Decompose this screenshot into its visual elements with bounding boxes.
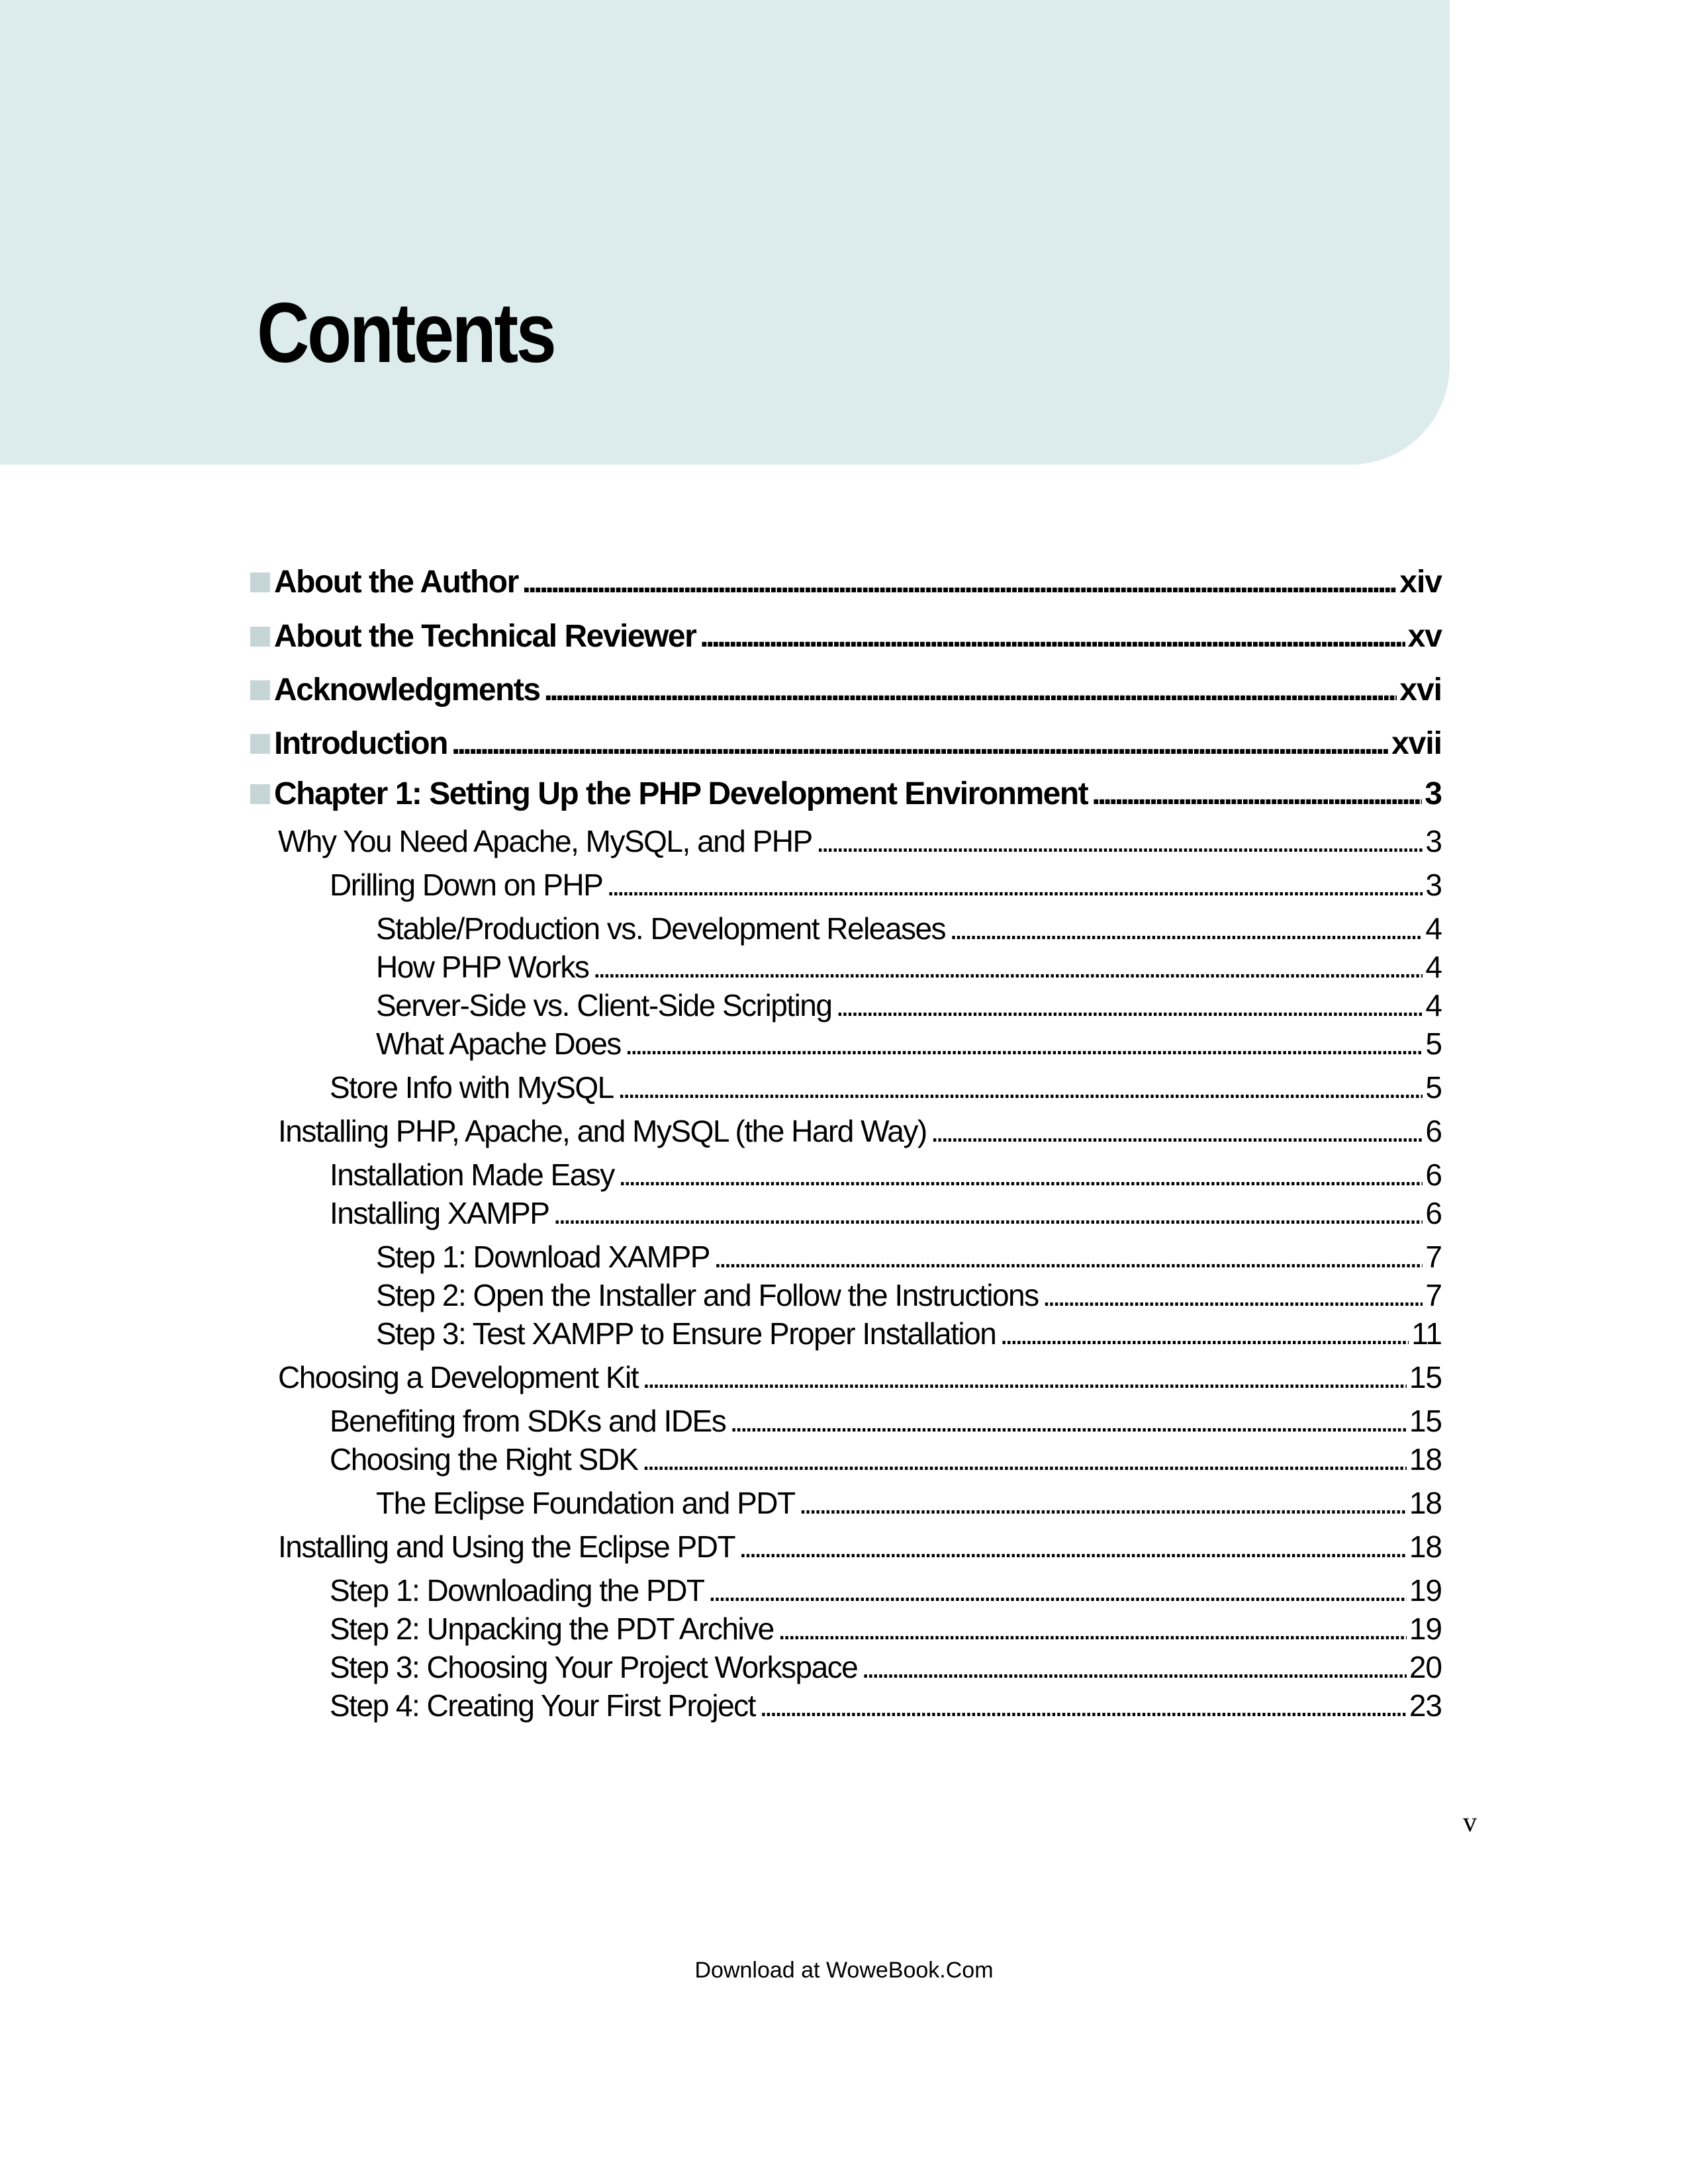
dot-leader xyxy=(739,1529,1407,1565)
toc-entry xyxy=(330,1403,1442,1439)
dot-leader xyxy=(835,987,1423,1023)
toc-entry-page: 3 xyxy=(1425,824,1442,858)
dot-leader xyxy=(949,911,1423,946)
toc-entry xyxy=(278,823,1442,859)
toc-entry xyxy=(330,1572,1442,1608)
dot-leader xyxy=(1092,776,1422,812)
toc-entry-title: Step 2: Unpacking the PDT Archive xyxy=(330,1612,774,1646)
toc-entry-title: Store Info with MySQL xyxy=(330,1070,614,1105)
toc-entry-title: Benefiting from SDKs and IDEs xyxy=(330,1404,726,1438)
toc-entry-page: 6 xyxy=(1425,1196,1442,1230)
toc-entry-title: Installing XAMPP xyxy=(330,1196,549,1230)
toc-entry xyxy=(376,1239,1442,1275)
dot-leader xyxy=(861,1649,1407,1685)
dot-leader xyxy=(700,618,1405,655)
toc-entry-title: About the Author xyxy=(274,565,518,600)
toc-entry-page: 5 xyxy=(1425,1070,1442,1105)
toc-main-entry xyxy=(250,618,1442,655)
dot-leader xyxy=(642,1441,1407,1477)
toc-entry xyxy=(330,1069,1442,1105)
toc-entry xyxy=(330,1688,1442,1723)
toc-entry xyxy=(376,987,1442,1023)
toc-entry-title: Introduction xyxy=(274,726,447,761)
toc-entry-page: xiv xyxy=(1399,565,1442,600)
toc-entry xyxy=(376,911,1442,946)
toc-entry-title: Choosing a Development Kit xyxy=(278,1360,638,1394)
toc-entry xyxy=(330,867,1442,903)
dot-leader xyxy=(778,1611,1407,1647)
toc-entry-title: Stable/Production vs. Development Releases xyxy=(376,911,946,946)
toc-entry-title: Step 4: Creating Your First Project xyxy=(330,1688,755,1723)
dot-leader xyxy=(544,672,1397,708)
dot-leader xyxy=(708,1572,1407,1608)
toc-entry xyxy=(376,1277,1442,1313)
toc-entry xyxy=(376,1026,1442,1062)
toc-entry-page: 3 xyxy=(1425,776,1442,811)
dot-leader xyxy=(816,823,1423,859)
toc-main-entry xyxy=(250,564,1442,600)
toc-entry-title: Chapter 1: Setting Up the PHP Development Environment xyxy=(274,776,1088,811)
toc-entry xyxy=(278,1113,1442,1149)
toc-entry-title: Installing and Using the Eclipse PDT xyxy=(278,1529,735,1564)
toc-entry-title: Step 3: Choosing Your Project Workspace xyxy=(330,1650,858,1684)
toc-entry-page: 15 xyxy=(1409,1404,1442,1438)
toc-entry-page: 7 xyxy=(1425,1240,1442,1274)
square-bullet-icon xyxy=(250,572,270,592)
dot-leader xyxy=(522,564,1397,600)
toc-entry-title: Choosing the Right SDK xyxy=(330,1442,638,1477)
toc-entry xyxy=(330,1195,1442,1231)
toc-entry-page: 18 xyxy=(1409,1442,1442,1477)
page-number: v xyxy=(1463,1807,1477,1838)
toc-entry-title: The Eclipse Foundation and PDT xyxy=(376,1486,795,1520)
toc-entry-title: About the Technical Reviewer xyxy=(274,619,696,654)
square-bullet-icon xyxy=(250,680,270,700)
dot-leader xyxy=(799,1485,1407,1521)
toc-entry-page: 23 xyxy=(1409,1688,1442,1723)
toc-entry-title: Installation Made Easy xyxy=(330,1158,614,1192)
toc-entry-page: 6 xyxy=(1425,1158,1442,1192)
toc-entry-page: 3 xyxy=(1425,868,1442,902)
toc-entry xyxy=(376,1316,1442,1351)
dot-leader xyxy=(714,1239,1423,1275)
toc-main-entry xyxy=(250,672,1442,708)
toc-entry-title: How PHP Works xyxy=(376,950,589,984)
toc-entry-page: 18 xyxy=(1409,1486,1442,1520)
dot-leader xyxy=(606,867,1423,903)
toc-entry-page: xvi xyxy=(1399,672,1442,707)
square-bullet-icon xyxy=(250,784,270,804)
dot-leader xyxy=(759,1688,1407,1723)
toc-entry-title: Step 2: Open the Installer and Follow the Instructions xyxy=(376,1278,1039,1312)
toc-main-entry xyxy=(250,725,1442,762)
footer-note: Download at WoweBook.Com xyxy=(694,1958,994,1983)
square-bullet-icon xyxy=(250,627,270,647)
toc-entry-page: 5 xyxy=(1425,1026,1442,1061)
toc-entry-title: Step 3: Test XAMPP to Ensure Proper Installation xyxy=(376,1316,996,1351)
dot-leader xyxy=(618,1069,1423,1105)
dot-leader xyxy=(592,949,1423,985)
toc-entry xyxy=(278,1529,1442,1565)
toc-main-entry xyxy=(250,776,1442,812)
dot-leader xyxy=(1043,1277,1423,1313)
toc-entry xyxy=(330,1157,1442,1193)
toc-entry-title: Why You Need Apache, MySQL, and PHP xyxy=(278,824,812,858)
toc-entry-page: 19 xyxy=(1409,1612,1442,1646)
square-bullet-icon xyxy=(250,734,270,754)
page-title: Contents xyxy=(257,286,555,381)
toc-entry-title: Step 1: Downloading the PDT xyxy=(330,1573,704,1608)
toc-entry xyxy=(376,1485,1442,1521)
toc-entry-title: Drilling Down on PHP xyxy=(330,868,603,902)
toc-entry-page: 4 xyxy=(1425,950,1442,984)
header-band xyxy=(0,0,1450,465)
toc-entry-title: Acknowledgments xyxy=(274,672,540,707)
toc-entry xyxy=(278,1359,1442,1395)
toc-entry-page: 11 xyxy=(1411,1316,1442,1351)
dot-leader xyxy=(625,1026,1423,1062)
toc-entry-title: Installing PHP, Apache, and MySQL (the Hard Way) xyxy=(278,1114,927,1148)
dot-leader xyxy=(642,1359,1407,1395)
toc-entry-page: xv xyxy=(1407,619,1442,654)
dot-leader xyxy=(1000,1316,1409,1351)
dot-leader xyxy=(618,1157,1423,1193)
toc-entry-page: 4 xyxy=(1425,988,1442,1023)
toc-entry-page: 6 xyxy=(1425,1114,1442,1148)
toc-entry-title: Server-Side vs. Client-Side Scripting xyxy=(376,988,832,1023)
toc-entry-title: What Apache Does xyxy=(376,1026,621,1061)
toc-entry xyxy=(330,1649,1442,1685)
toc-entry-page: 18 xyxy=(1409,1529,1442,1564)
dot-leader xyxy=(931,1113,1423,1149)
toc-entry-page: xvii xyxy=(1391,726,1442,761)
toc-entry-page: 7 xyxy=(1425,1278,1442,1312)
toc-entry-title: Step 1: Download XAMPP xyxy=(376,1240,710,1274)
toc-entry-page: 4 xyxy=(1425,911,1442,946)
toc-entry xyxy=(330,1441,1442,1477)
toc-entry xyxy=(376,949,1442,985)
dot-leader xyxy=(451,725,1389,762)
toc-entry-page: 20 xyxy=(1409,1650,1442,1684)
dot-leader xyxy=(729,1403,1407,1439)
toc-entry-page: 15 xyxy=(1409,1360,1442,1394)
toc-entry-page: 19 xyxy=(1409,1573,1442,1608)
dot-leader xyxy=(553,1195,1423,1231)
toc-entry xyxy=(330,1611,1442,1647)
